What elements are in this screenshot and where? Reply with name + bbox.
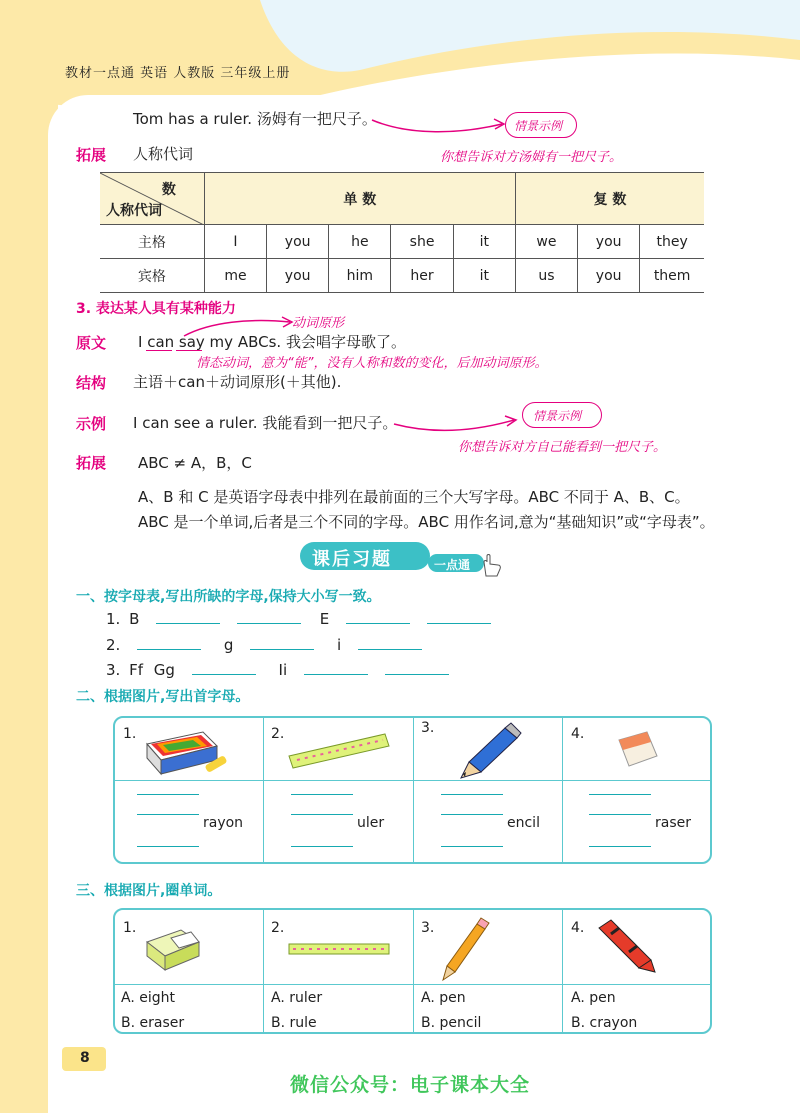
table-cell: me <box>204 259 266 293</box>
answer-blank[interactable] <box>250 636 314 650</box>
table-cell: we <box>515 225 577 259</box>
footer-watermark: 微信公众号：电子课本大全 <box>290 1074 531 1096</box>
option-a[interactable]: A. pen <box>421 990 466 1006</box>
crayon-icon <box>589 916 659 976</box>
example2-zh: 我能看到一把尺子。 <box>262 414 398 432</box>
exercise-3-grid <box>113 908 712 1034</box>
table-cell: you <box>267 259 329 293</box>
tag-jiegou: 结构 <box>76 374 107 392</box>
table-cell: it <box>453 225 515 259</box>
answer-line[interactable] <box>589 814 651 815</box>
scenario-bubble <box>505 112 577 138</box>
word-suffix: encil <box>507 815 540 831</box>
diagonal-header-cell <box>100 173 204 225</box>
table-cell: it <box>453 259 515 293</box>
example-sentence-2 <box>133 412 397 433</box>
tag-tuozhan: 拓展 <box>76 146 107 164</box>
exercise-1-title: 一、按字母表,写出所缺的字母,保持大小写一致。 <box>76 589 381 605</box>
crayon-box-icon <box>143 724 239 778</box>
exercise-1-line-1 <box>106 610 491 628</box>
modal-note: 情态动词，意为“能”，没有人称和数的变化，后加动词原形。 <box>196 356 548 371</box>
option-b[interactable]: B. eraser <box>121 1015 185 1031</box>
arrow-annotation <box>370 110 510 140</box>
table-cell: her <box>391 259 453 293</box>
hand-pointer-icon <box>478 550 504 578</box>
tag-tuozhan: 拓展 <box>76 454 107 472</box>
answer-blank[interactable] <box>156 610 220 624</box>
original-sentence-zh: 我会唱字母歌了。 <box>285 333 406 351</box>
example-sentence-en: Tom has a ruler. <box>133 110 253 128</box>
eraser-icon <box>613 726 663 774</box>
item-number: 3. <box>421 720 435 736</box>
exercise-1-line-3 <box>106 661 449 679</box>
option-a[interactable]: A. eight <box>121 990 175 1006</box>
answer-blank[interactable] <box>385 661 449 675</box>
pencil-icon <box>437 916 497 982</box>
diag-bottom-label: 人称代词 <box>106 203 162 219</box>
item-number: 1. <box>123 726 137 742</box>
given-letter: Ff <box>129 661 144 679</box>
exercise-2-grid <box>113 716 712 864</box>
given-letter: i <box>336 636 342 654</box>
table-row <box>100 259 704 293</box>
item-number: 3. <box>421 920 435 936</box>
given-letter: Gg <box>153 661 175 679</box>
tuozhan-text: ABC ≠ A，B，C <box>138 454 252 472</box>
word-suffix: raser <box>655 815 691 831</box>
diag-top-label: 数 <box>161 182 176 198</box>
example2-en: I can see a ruler. <box>133 414 258 432</box>
exercise-1-line-2 <box>106 636 422 654</box>
given-letter: g <box>223 636 234 654</box>
given-letter: E <box>319 610 330 628</box>
item-number: 1. <box>123 920 137 936</box>
explanation-paragraph: ABC 是一个单词,后者是三个不同的字母。ABC 用作名词,意为“基础知识”或“字母表”。 <box>138 513 715 531</box>
answer-blank[interactable] <box>137 636 201 650</box>
tuozhan-text: 人称代词 <box>133 145 194 163</box>
word-suffix: uler <box>357 815 385 831</box>
item-number: 2. <box>271 726 285 742</box>
banner-sub-label: 一点通 <box>434 558 471 572</box>
answer-blank[interactable] <box>358 636 422 650</box>
banner-title: 课后习题 <box>312 549 392 570</box>
answer-line[interactable] <box>441 814 503 815</box>
plural-header: 复 数 <box>515 173 704 225</box>
line-number: 1. <box>106 610 121 628</box>
answer-blank[interactable] <box>304 661 368 675</box>
tag-shili: 示例 <box>76 415 107 433</box>
original-sentence-en: I can say my ABCs. <box>138 333 282 351</box>
given-letter: Ii <box>278 661 288 679</box>
pencil-icon <box>455 722 525 780</box>
scenario-note: 你想告诉对方汤姆有一把尺子。 <box>440 150 623 165</box>
example-sentence-zh: 汤姆有一把尺子。 <box>256 110 377 128</box>
row-label: 宾格 <box>100 259 204 293</box>
table-header-row <box>100 173 704 225</box>
word-suffix: rayon <box>203 815 244 831</box>
line-number: 2. <box>106 636 121 654</box>
original-sentence <box>138 331 406 352</box>
page-number: 8 <box>62 1047 106 1071</box>
answer-blank[interactable] <box>427 610 491 624</box>
underline-can <box>146 350 172 351</box>
line-number: 3. <box>106 661 121 679</box>
scenario-bubble-label: 情景示例 <box>514 119 563 133</box>
scenario-note: 你想告诉对方自己能看到一把尺子。 <box>458 440 667 455</box>
scenario-bubble-label: 情景示例 <box>533 409 582 423</box>
table-cell: they <box>640 225 704 259</box>
table-cell: them <box>640 259 704 293</box>
ruler-icon <box>287 940 391 960</box>
pronoun-table <box>100 172 704 293</box>
table-cell: him <box>329 259 391 293</box>
item-number: 4. <box>571 726 585 742</box>
item-number: 4. <box>571 920 585 936</box>
table-cell: you <box>578 259 640 293</box>
option-a[interactable]: A. ruler <box>271 990 323 1006</box>
ruler-icon <box>287 726 391 772</box>
banner-sub <box>428 554 484 572</box>
answer-blank[interactable] <box>346 610 410 624</box>
exercise-3-title: 三、根据图片,圈单词。 <box>76 883 222 899</box>
row-label: 主格 <box>100 225 204 259</box>
scenario-bubble <box>522 402 602 428</box>
answer-line[interactable] <box>137 814 199 815</box>
table-cell: us <box>515 259 577 293</box>
example-sentence <box>133 108 377 129</box>
table-cell: she <box>391 225 453 259</box>
option-b[interactable]: B. crayon <box>571 1015 638 1031</box>
structure-text: 主语＋can＋动词原形(＋其他). <box>133 373 342 391</box>
table-cell: you <box>267 225 329 259</box>
singular-header: 单 数 <box>204 173 515 225</box>
option-b[interactable]: B. pencil <box>421 1015 482 1031</box>
underline-say <box>176 350 202 351</box>
running-header: 教材一点通 英语 人教版 三年级上册 <box>65 66 291 81</box>
item-number: 2. <box>271 920 285 936</box>
exercise-2-title: 二、根据图片,写出首字母。 <box>76 689 250 705</box>
tag-yuanwen: 原文 <box>76 334 107 352</box>
section-banner <box>300 542 430 570</box>
table-row <box>100 225 704 259</box>
eraser-icon <box>141 918 211 972</box>
option-b[interactable]: B. rule <box>271 1015 317 1031</box>
given-letter: B <box>129 610 140 628</box>
option-a[interactable]: A. pen <box>571 990 616 1006</box>
table-cell: he <box>329 225 391 259</box>
verb-note: 动词原形 <box>292 316 345 331</box>
answer-blank[interactable] <box>237 610 301 624</box>
explanation-paragraph: A、B 和 C 是英语字母表中排列在最前面的三个大写字母。ABC 不同于 A、B、C。 <box>138 488 690 506</box>
answer-line[interactable] <box>291 814 353 815</box>
answer-blank[interactable] <box>192 661 256 675</box>
arrow-annotation <box>392 410 522 438</box>
table-cell: you <box>578 225 640 259</box>
point-title: 3. 表达某人具有某种能力 <box>76 301 236 317</box>
table-cell: I <box>204 225 266 259</box>
